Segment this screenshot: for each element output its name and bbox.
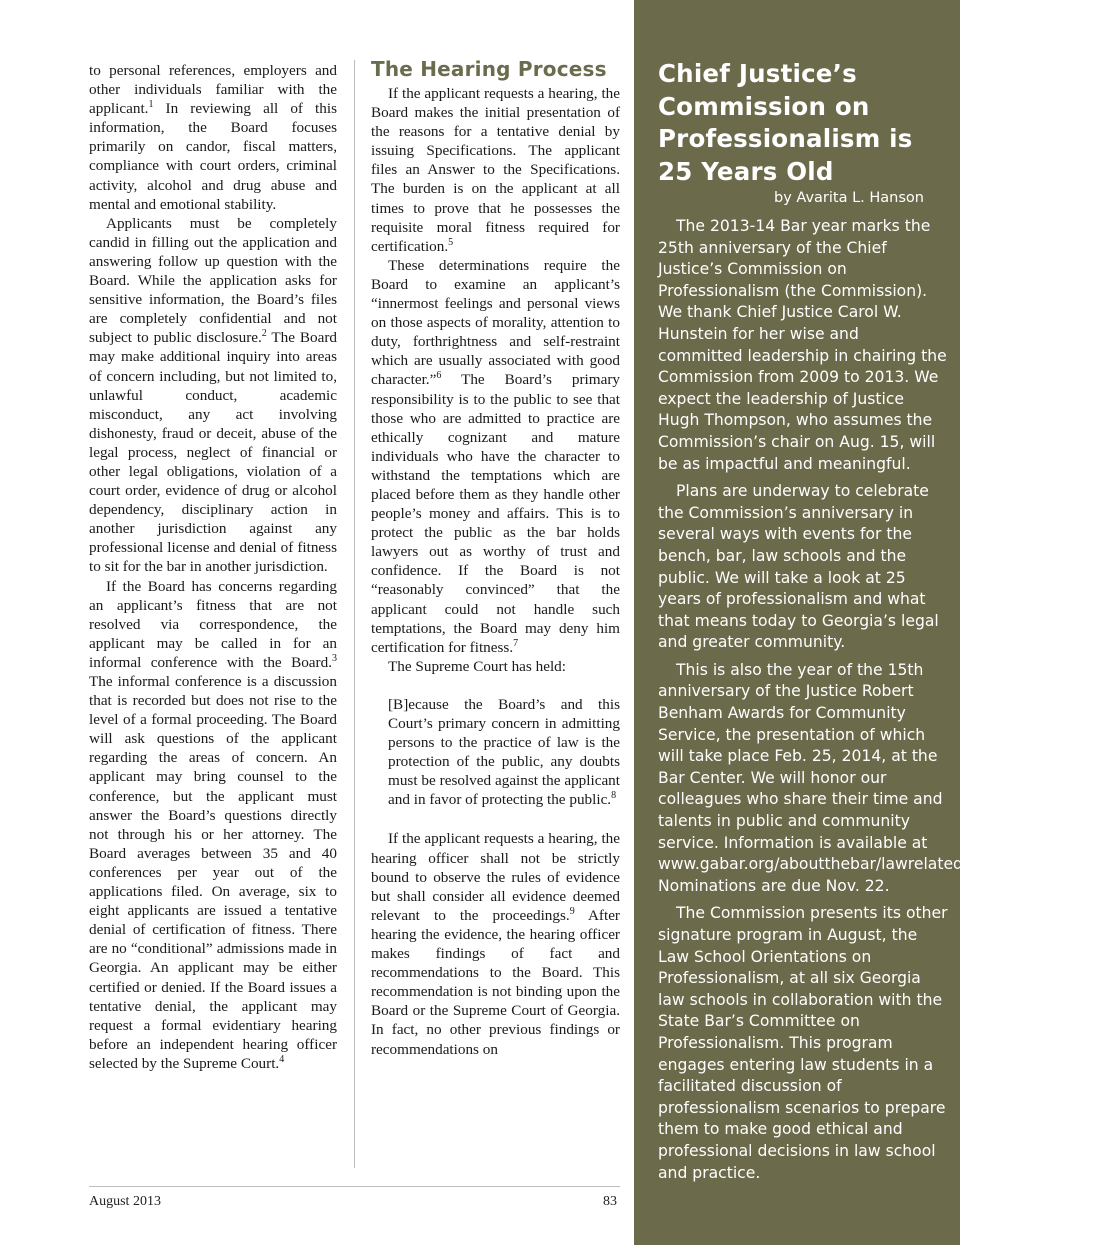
footnote-ref-3: 3 [332, 652, 337, 664]
sidebar [634, 0, 1110, 1245]
paragraph-hearing-4: If the applicant requests a hearing, the hearing officer shall not be strictly bound to observe the rules of evidence but shall consider all evidence deemed relevant to the proceedings.$^9$ After hearing the evidence, the hearing officer makes findings of fact and recommendations to the Board. This recommendation is not binding upon the Board or the Supreme Court of Georgia. In fact, no other previous findings or recommendations on [371, 830, 620, 1058]
sidebar-body [658, 216, 1110, 1190]
page-number: 83 [603, 1194, 617, 1209]
column-middle [371, 57, 620, 1059]
sidebar-title: Chief Justice’s Commission on Professionalism is 25 Years Old [658, 59, 913, 186]
footnote-ref-8: 8 [611, 790, 617, 802]
paragraph-2: Applicants must be completely candid in filling out the application and answering follow up question with the Board. While the application asks for sensitive information, the Board’s files are completely confidential and not subject to public disclosure.$^2$ The Board may make additional inquiry into areas of concern including, but not limited to, unlawful conduct, academic misconduct, any act involving dishonesty, fraud or deceit, abuse of the legal process, neglect of financial or other legal obligations, violation of a court order, evidence of drug or alcohol dependency, disciplinary action in another jurisdiction against any professional license and denial of fitness to sit for the bar in another jurisdiction. [89, 214, 337, 576]
footnote-ref-5: 5 [448, 236, 454, 248]
sidebar-paragraph: This is also the year of the 15th anniversary of the Justice Robert Benham Awards for Community Service, the presentation of which will take place Feb. 25, 2014, at the Bar Center. We will honor our colleagues who share their time and talents in public and community service. Information is available at www.gabar.org/aboutthebar/lawrelatedorganizations/cjcp. Nominations are due Nov. 22. [658, 660, 1110, 895]
paragraph-hearing-1: If the applicant requests a hearing, the Board makes the initial presentation of the reasons for a tentative denial by issuing Specifications. The applicant files an Answer to the Specifications. The burden is on the applicant at all times to prove that he possesses the requisite moral fitness required for certification.$^5$ [371, 85, 620, 255]
paragraph-hearing-3: The Supreme Court has held: [388, 657, 566, 675]
footer-date: August 2013 [89, 1194, 161, 1209]
footnote-ref-9: 9 [569, 905, 575, 917]
sidebar-paragraph: The Commission presents its other signature program in August, the Law School Orientations on Professionalism, at all six Georgia law schools in collaboration with the State Bar’s Committee on Professionalism. This program engages entering law students in a facilitated discussion of professionalism scenarios to prepare them to make good ethical and professional decisions in law school and practice. [658, 904, 948, 1182]
footer-rule [89, 1186, 620, 1187]
column-divider [354, 60, 355, 1168]
sidebar-paragraph: The 2013-14 Bar year marks the 25th anniversary of the Chief Justice’s Commission on Professionalism (the Commission). We thank Chief Justice Carol W. Hunstein for her wise and committed leadership in chairing the Commission from 2009 to 2013. We expect the leadership of Justice Hugh Thompson, who assumes the Commission’s chair on Aug. 15, will be as impactful and meaningful. [658, 217, 947, 473]
section-heading: The Hearing Process [371, 57, 607, 81]
footnote-ref-2: 2 [261, 328, 267, 340]
footnote-ref-1: 1 [148, 99, 154, 111]
block-quote: [B]ecause the Board’s and this Court’s primary concern in admitting persons to the practice of law is the protection of the public, any doubts must be resolved against the applicant and in favor of protecting the public.$^8$ [388, 695, 620, 809]
paragraph-1: to personal references, employers and other individuals familiar with the applicant.$^1$ In reviewing all of this information, the Board focuses primarily on candor, fiscal matters, compliance with court orders, criminal activity, alcohol and drug abuse and mental and emotional stability. [89, 62, 337, 213]
footnote-ref-7: 7 [513, 637, 519, 649]
sidebar-byline: by Avarita L. Hanson [774, 190, 924, 206]
footnote-ref-6: 6 [436, 370, 442, 382]
paragraph-hearing-2: These determinations require the Board to examine an applicant’s “innermost feelings and personal views on those aspects of morality, attention to duty, forthrightness and self-restraint which are usually associated with good character.”$^6$ The Board’s primary responsibility is to the public to see that those who are admitted to practice are ethically cognizant and mature individuals who have the character to withstand the temptations which are placed before them as they handle other people’s money and affairs. This is to protect the public as the bar holds lawyers out as worthy of trust and confidence. If the Board is not “reasonably convinced” that the applicant could not handle such temptations, the Board may deny him certification for fitness.$^7$ [371, 256, 620, 656]
sidebar-paragraph: Plans are underway to celebrate the Commission’s anniversary in several ways with events for the bench, bar, law schools and the public. We will take a look at 25 years of professionalism and what that means today to Georgia’s legal and greater community. [658, 482, 939, 652]
footnote-ref-4: 4 [279, 1053, 285, 1065]
column-left [89, 61, 337, 1073]
paragraph-3: If the Board has concerns regarding an applicant’s fitness that are not resolved via correspondence, the applicant may be called in for an informal conference with the Board.$^3$ The informal conference is a discussion that is recorded but does not rise to the level of a formal proceeding. The Board will ask questions of the applicant regarding the areas of concern. An applicant may bring counsel to the conference, but the applicant must answer the Board’s questions directly not through his or her attorney. The Board averages between 35 and 40 conferences per year out of the applications filed. On average, six to eight applicants are issued a tentative denial of certification of fitness. There are no “conditional” admissions made in Georgia. An applicant may be either certified or denied. If the Board issues a tentative denial, the applicant may request a formal evidentiary hearing before an independent hearing officer selected by the Supreme Court.$^4$ [89, 577, 337, 1072]
